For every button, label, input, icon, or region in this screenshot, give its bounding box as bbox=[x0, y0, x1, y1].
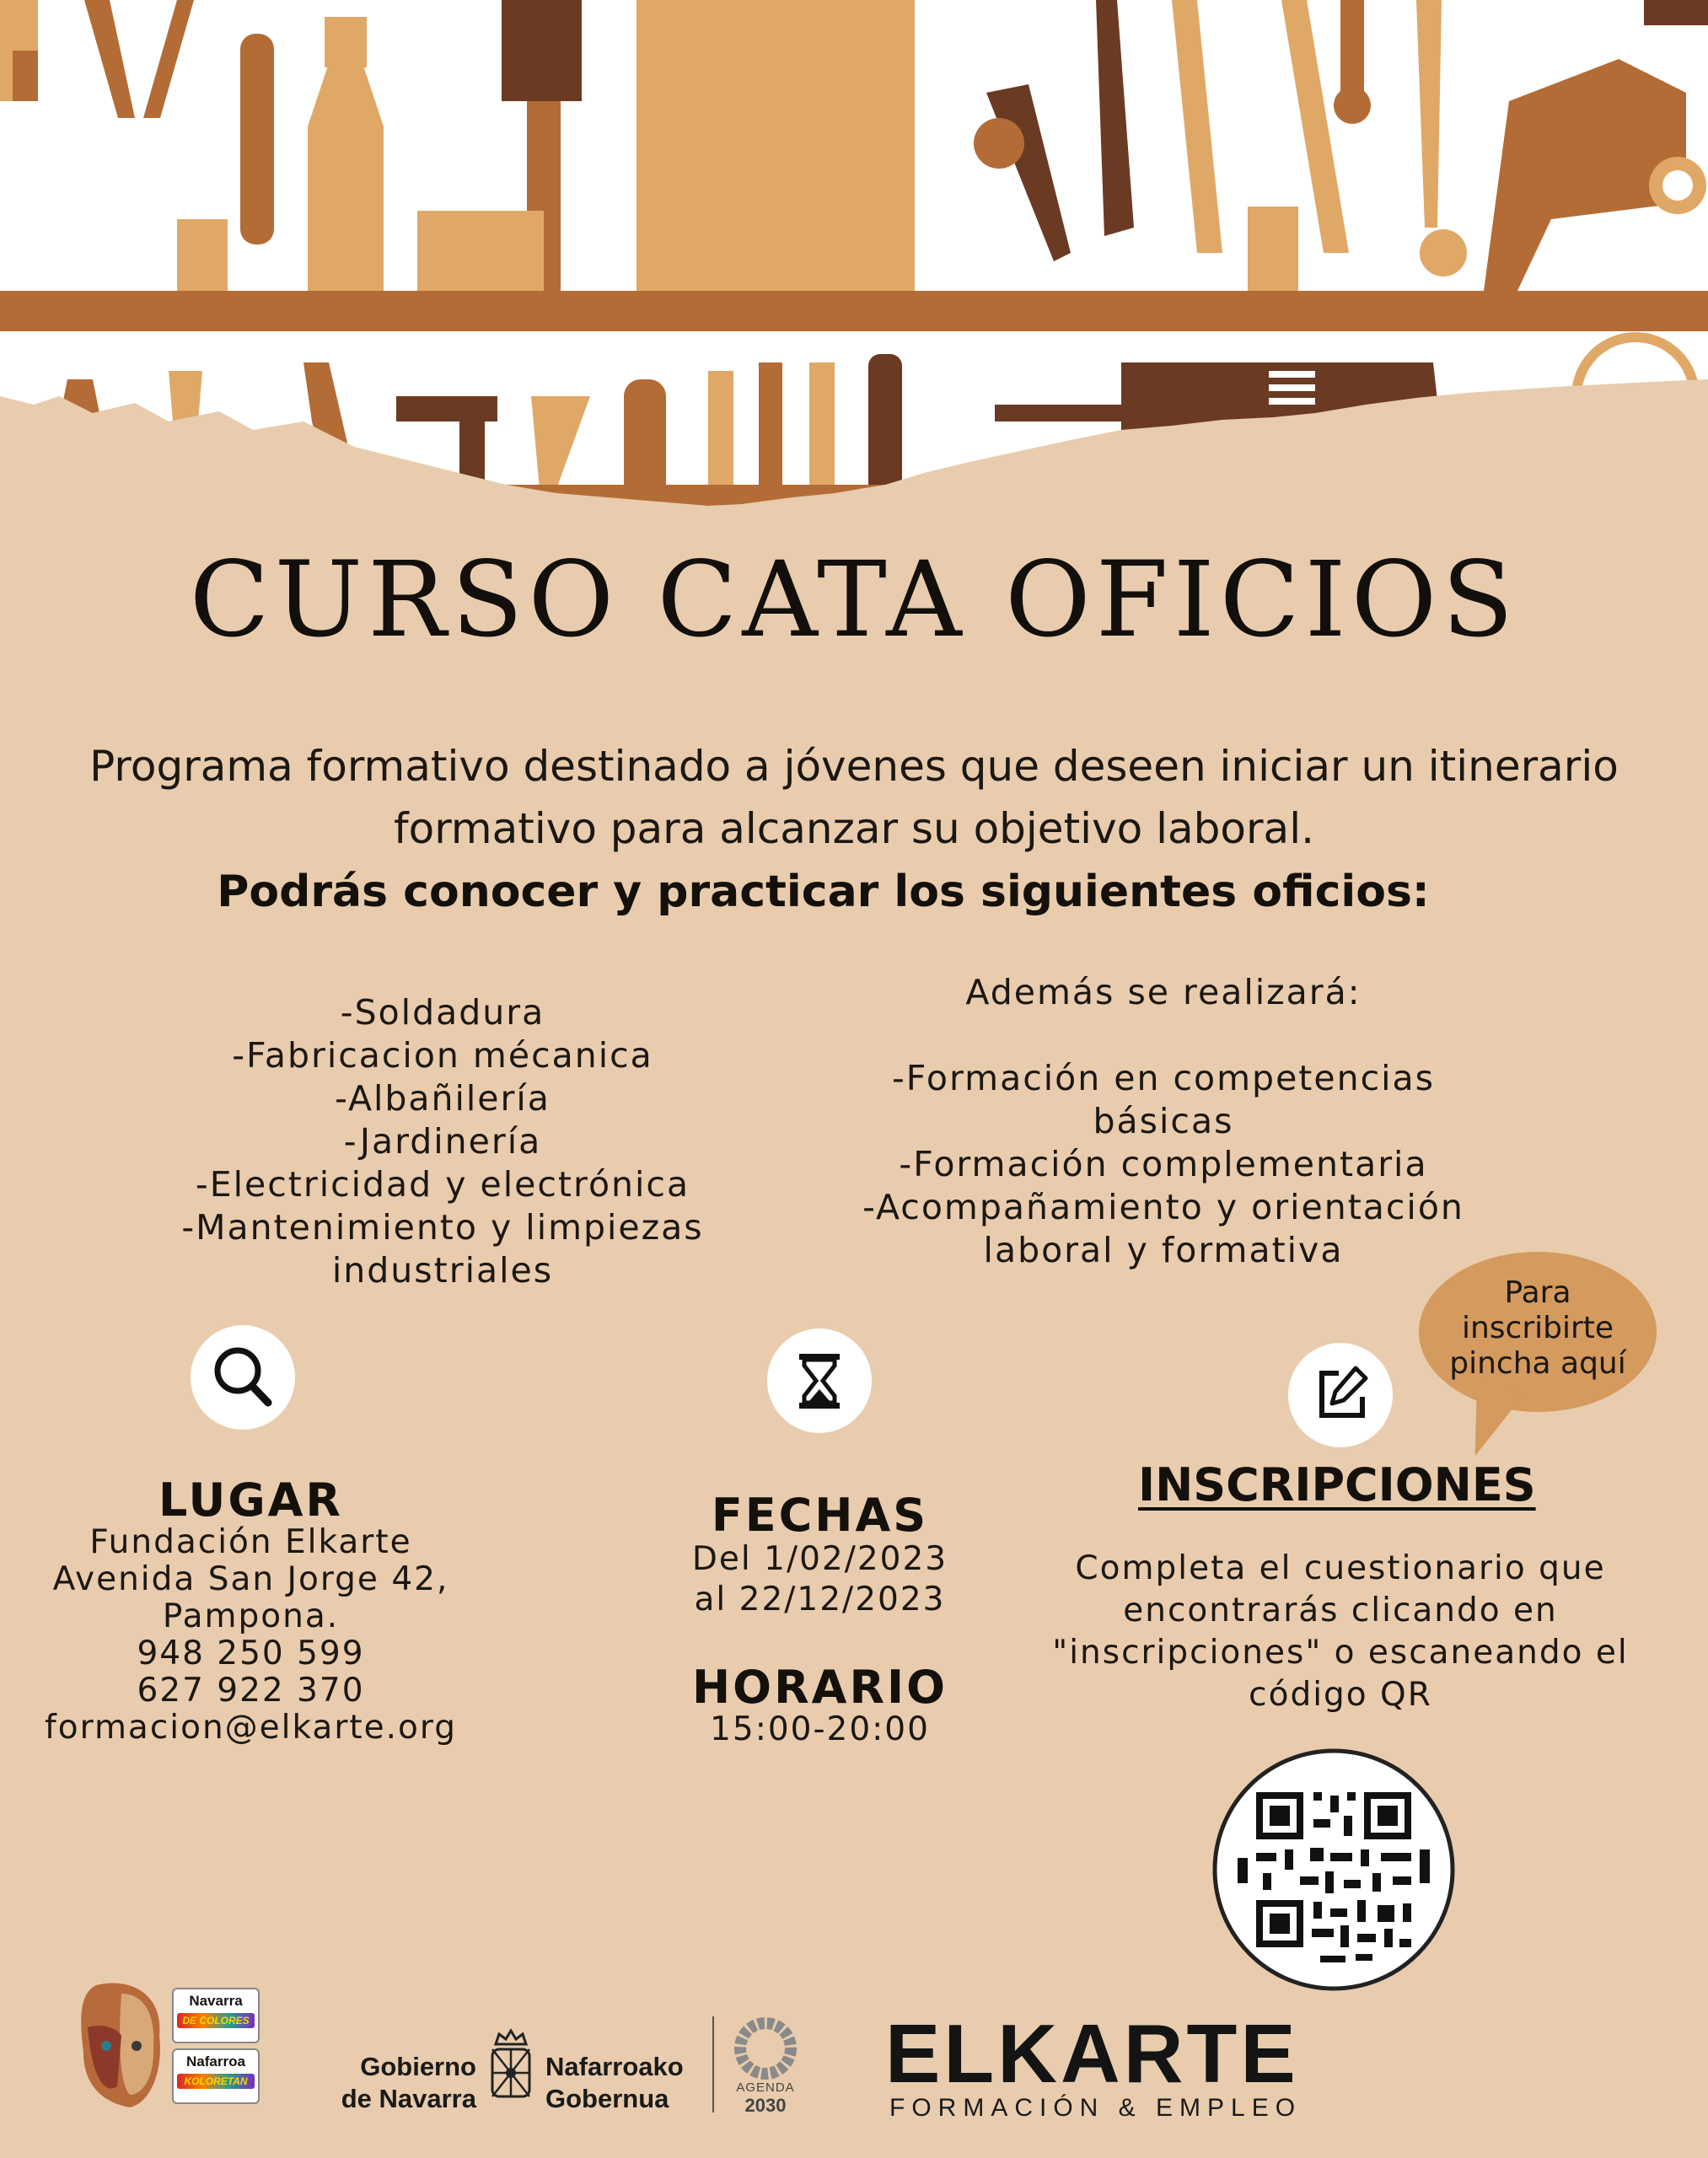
inscripciones-line: Completa el cuestionario que bbox=[1075, 1549, 1606, 1587]
list-item: -Jardinería bbox=[343, 1121, 542, 1162]
horario-heading: HORARIO bbox=[691, 1661, 948, 1714]
bubble-line: pincha aquí bbox=[1449, 1346, 1626, 1381]
list-item: -Formación complementaria bbox=[899, 1144, 1428, 1184]
bubble-line: Para bbox=[1504, 1275, 1571, 1310]
search-icon-badge bbox=[191, 1325, 295, 1430]
fechas-heading: FECHAS bbox=[711, 1489, 929, 1542]
gov-line: de Navarra bbox=[341, 2084, 476, 2113]
intro-line: formativo para alcanzar su objetivo laboral. bbox=[394, 804, 1314, 853]
inscripciones-line: encontrarás clicando en bbox=[1123, 1592, 1558, 1629]
agenda-2030-text bbox=[723, 2080, 808, 2117]
list-item: -Soldadura bbox=[340, 992, 545, 1033]
page-title: CURSO CATA OFICIOS bbox=[189, 540, 1519, 661]
footer-divider bbox=[712, 2016, 714, 2112]
lugar-line: 948 250 599 bbox=[137, 1635, 365, 1672]
signup-bubble-text[interactable] bbox=[1419, 1275, 1657, 1382]
edit-icon-badge[interactable] bbox=[1288, 1343, 1393, 1447]
list-item: básicas bbox=[1093, 1101, 1234, 1141]
nafarroa-badge-title: Nafarroa bbox=[186, 2053, 245, 2069]
lugar-email[interactable]: formacion@elkarte.org bbox=[45, 1709, 457, 1747]
fechas-details bbox=[649, 1539, 991, 1620]
list-item: industriales bbox=[331, 1250, 554, 1291]
list-item: -Acompañamiento y orientación bbox=[862, 1187, 1464, 1227]
lugar-details bbox=[38, 1524, 464, 1747]
nafarroa-badge bbox=[172, 2048, 260, 2104]
elkarte-logo: ELKARTE bbox=[885, 2007, 1299, 2100]
lugar-heading: LUGAR bbox=[158, 1474, 344, 1527]
lugar-line: Avenida San Jorge 42, bbox=[52, 1560, 449, 1598]
extra-heading: Además se realizará: bbox=[965, 972, 1362, 1012]
hourglass-icon-badge bbox=[767, 1329, 872, 1433]
navarra-de-colores-illustration bbox=[71, 1977, 172, 2112]
horario-value: 15:00-20:00 bbox=[710, 1710, 930, 1748]
nafarroako-gobernua-text bbox=[545, 2051, 714, 2115]
elkarte-tagline: FORMACIÓN & EMPLEO bbox=[889, 2094, 1302, 2122]
nafarroa-badge-sub: KOLORETAN bbox=[177, 2074, 255, 2089]
list-item: -Formación en competencias bbox=[892, 1058, 1435, 1098]
list-item: laboral y formativa bbox=[983, 1230, 1344, 1270]
list-item: -Albañilería bbox=[335, 1078, 551, 1119]
agenda-year: 2030 bbox=[744, 2095, 787, 2116]
gov-line: Nafarroako bbox=[545, 2052, 684, 2081]
agenda-label: AGENDA bbox=[736, 2080, 795, 2095]
gov-line: Gobierno bbox=[360, 2052, 476, 2081]
bubble-line: inscribirte bbox=[1461, 1311, 1614, 1345]
navarra-coat-of-arms-icon bbox=[484, 2027, 538, 2112]
list-item: -Electricidad y electrónica bbox=[195, 1164, 690, 1205]
lugar-line: Pampona. bbox=[162, 1597, 340, 1635]
navarra-badge-title: Navarra bbox=[189, 1993, 243, 2009]
hourglass-icon bbox=[767, 1329, 872, 1433]
intro-text bbox=[84, 735, 1624, 860]
intro-line: Programa formativo destinado a jóvenes que deseen iniciar un itinerario bbox=[89, 742, 1619, 791]
extra-list bbox=[843, 1057, 1484, 1272]
gov-line: Gobernua bbox=[545, 2084, 669, 2113]
search-icon bbox=[191, 1325, 295, 1430]
fechas-line: Del 1/02/2023 bbox=[691, 1540, 948, 1578]
tools-illustration bbox=[0, 0, 1708, 540]
navarra-badge-sub: DE COLORES bbox=[177, 2013, 255, 2028]
navarra-badge bbox=[172, 1988, 260, 2043]
inscripciones-line: código QR bbox=[1249, 1676, 1432, 1714]
trades-list bbox=[152, 991, 733, 1292]
edit-icon bbox=[1288, 1343, 1393, 1447]
agenda-2030-logo bbox=[732, 2015, 799, 2082]
inscripciones-details bbox=[1037, 1548, 1644, 1716]
lugar-line: 627 922 370 bbox=[137, 1672, 365, 1710]
qr-code[interactable] bbox=[1212, 1748, 1455, 1991]
gobierno-de-navarra-text bbox=[325, 2051, 476, 2115]
list-item: -Fabricacion mécanica bbox=[232, 1035, 653, 1076]
inscripciones-line: "inscripciones" o escaneando el bbox=[1052, 1634, 1629, 1672]
list-item: -Mantenimiento y limpiezas bbox=[181, 1207, 704, 1248]
fechas-line: al 22/12/2023 bbox=[694, 1581, 946, 1618]
trades-subheading: Podrás conocer y practicar los siguientes oficios: bbox=[217, 867, 1430, 917]
lugar-line: Fundación Elkarte bbox=[89, 1523, 412, 1561]
inscripciones-link[interactable]: INSCRIPCIONES bbox=[1138, 1458, 1536, 1511]
